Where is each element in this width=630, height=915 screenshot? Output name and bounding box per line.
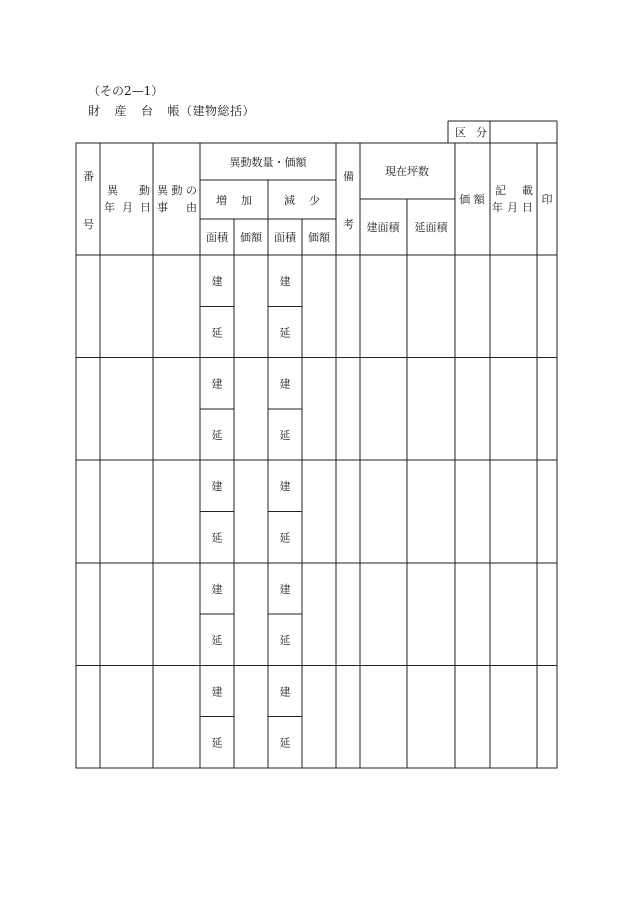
col-nobemenseki: 延面積 xyxy=(414,221,448,234)
kubun-label-2: 分 xyxy=(476,126,487,139)
col-bango-1: 番 xyxy=(83,170,94,183)
col-gensho-kagaku: 価額 xyxy=(308,231,330,244)
table-row xyxy=(200,274,302,339)
col-tatemenseki: 建面積 xyxy=(366,221,400,234)
row-label-tate: 建 xyxy=(211,377,223,391)
row-label-nobe: 延 xyxy=(211,634,223,648)
col-kisai-2b: 月 xyxy=(507,201,518,214)
ledger-rows xyxy=(76,274,557,750)
col-kisai-2c: 日 xyxy=(522,201,533,214)
col-zouka-menseki: 面積 xyxy=(206,231,228,244)
row-label-tate: 建 xyxy=(211,480,223,494)
row-label-nobe: 延 xyxy=(211,531,223,545)
title-char-3: 台 xyxy=(141,104,154,118)
col-zouka-kagaku: 価額 xyxy=(240,231,262,244)
row-label-tate: 建 xyxy=(279,685,291,699)
col-ido-date-1a: 異 xyxy=(107,184,118,197)
row-label-nobe: 延 xyxy=(211,326,223,340)
col-bango-2: 号 xyxy=(83,218,94,231)
col-genzai-group: 現在坪数 xyxy=(385,165,429,178)
col-kagaku-main: 価 額 xyxy=(459,193,485,206)
table-row xyxy=(76,563,557,647)
row-label-nobe: 延 xyxy=(279,736,291,750)
col-ido-reason-2b: 由 xyxy=(186,201,197,214)
row-label-tate: 建 xyxy=(211,275,223,288)
row-label-tate: 建 xyxy=(211,582,223,596)
col-ido-date-2c: 日 xyxy=(140,201,151,214)
col-biko-2: 考 xyxy=(343,218,354,231)
col-ido-date-1b: 動 xyxy=(139,184,150,197)
col-gensho-menseki: 面積 xyxy=(274,231,296,244)
table-row xyxy=(76,460,557,544)
row-label-tate: 建 xyxy=(279,582,291,596)
row-label-nobe: 延 xyxy=(279,531,291,545)
row-label-nobe: 延 xyxy=(279,326,291,340)
table-row xyxy=(76,358,557,442)
kubun-box xyxy=(448,121,557,143)
col-kisai-2a: 年 xyxy=(492,201,503,214)
col-ido-reason-1: 異 動 の xyxy=(157,184,197,197)
row-label-tate: 建 xyxy=(279,275,291,288)
col-zouka-1: 増 xyxy=(216,194,227,207)
row-label-nobe: 延 xyxy=(279,634,291,648)
row-label-nobe: 延 xyxy=(279,428,291,442)
title-char-4: 帳（建物総括） xyxy=(167,104,256,118)
col-kisai-1a: 記 xyxy=(495,184,506,197)
title-char-2: 産 xyxy=(114,104,128,118)
row-label-tate: 建 xyxy=(279,377,291,391)
col-gensho-1: 減 xyxy=(284,194,295,207)
row-label-tate: 建 xyxy=(279,480,291,494)
row-label-tate: 建 xyxy=(211,685,223,699)
title-char-1: 財 xyxy=(88,104,101,118)
col-ido-date-2b: 月 xyxy=(122,201,133,214)
row-label-nobe: 延 xyxy=(211,736,223,750)
col-in: 印 xyxy=(541,193,553,206)
col-biko-1: 備 xyxy=(343,170,354,183)
col-ido-reason-2a: 事 xyxy=(157,201,168,214)
col-zouka-2: 加 xyxy=(241,194,252,207)
col-ido-date-2a: 年 xyxy=(104,201,115,214)
form-subtitle: （その2—1） xyxy=(88,84,164,98)
row-label-nobe: 延 xyxy=(211,428,223,442)
table-row xyxy=(76,665,557,749)
col-gensho-2: 少 xyxy=(309,194,320,207)
col-ido-group: 異動数量・価額 xyxy=(229,156,307,169)
kubun-label-1: 区 xyxy=(455,126,466,139)
col-kisai-1b: 載 xyxy=(522,184,533,197)
